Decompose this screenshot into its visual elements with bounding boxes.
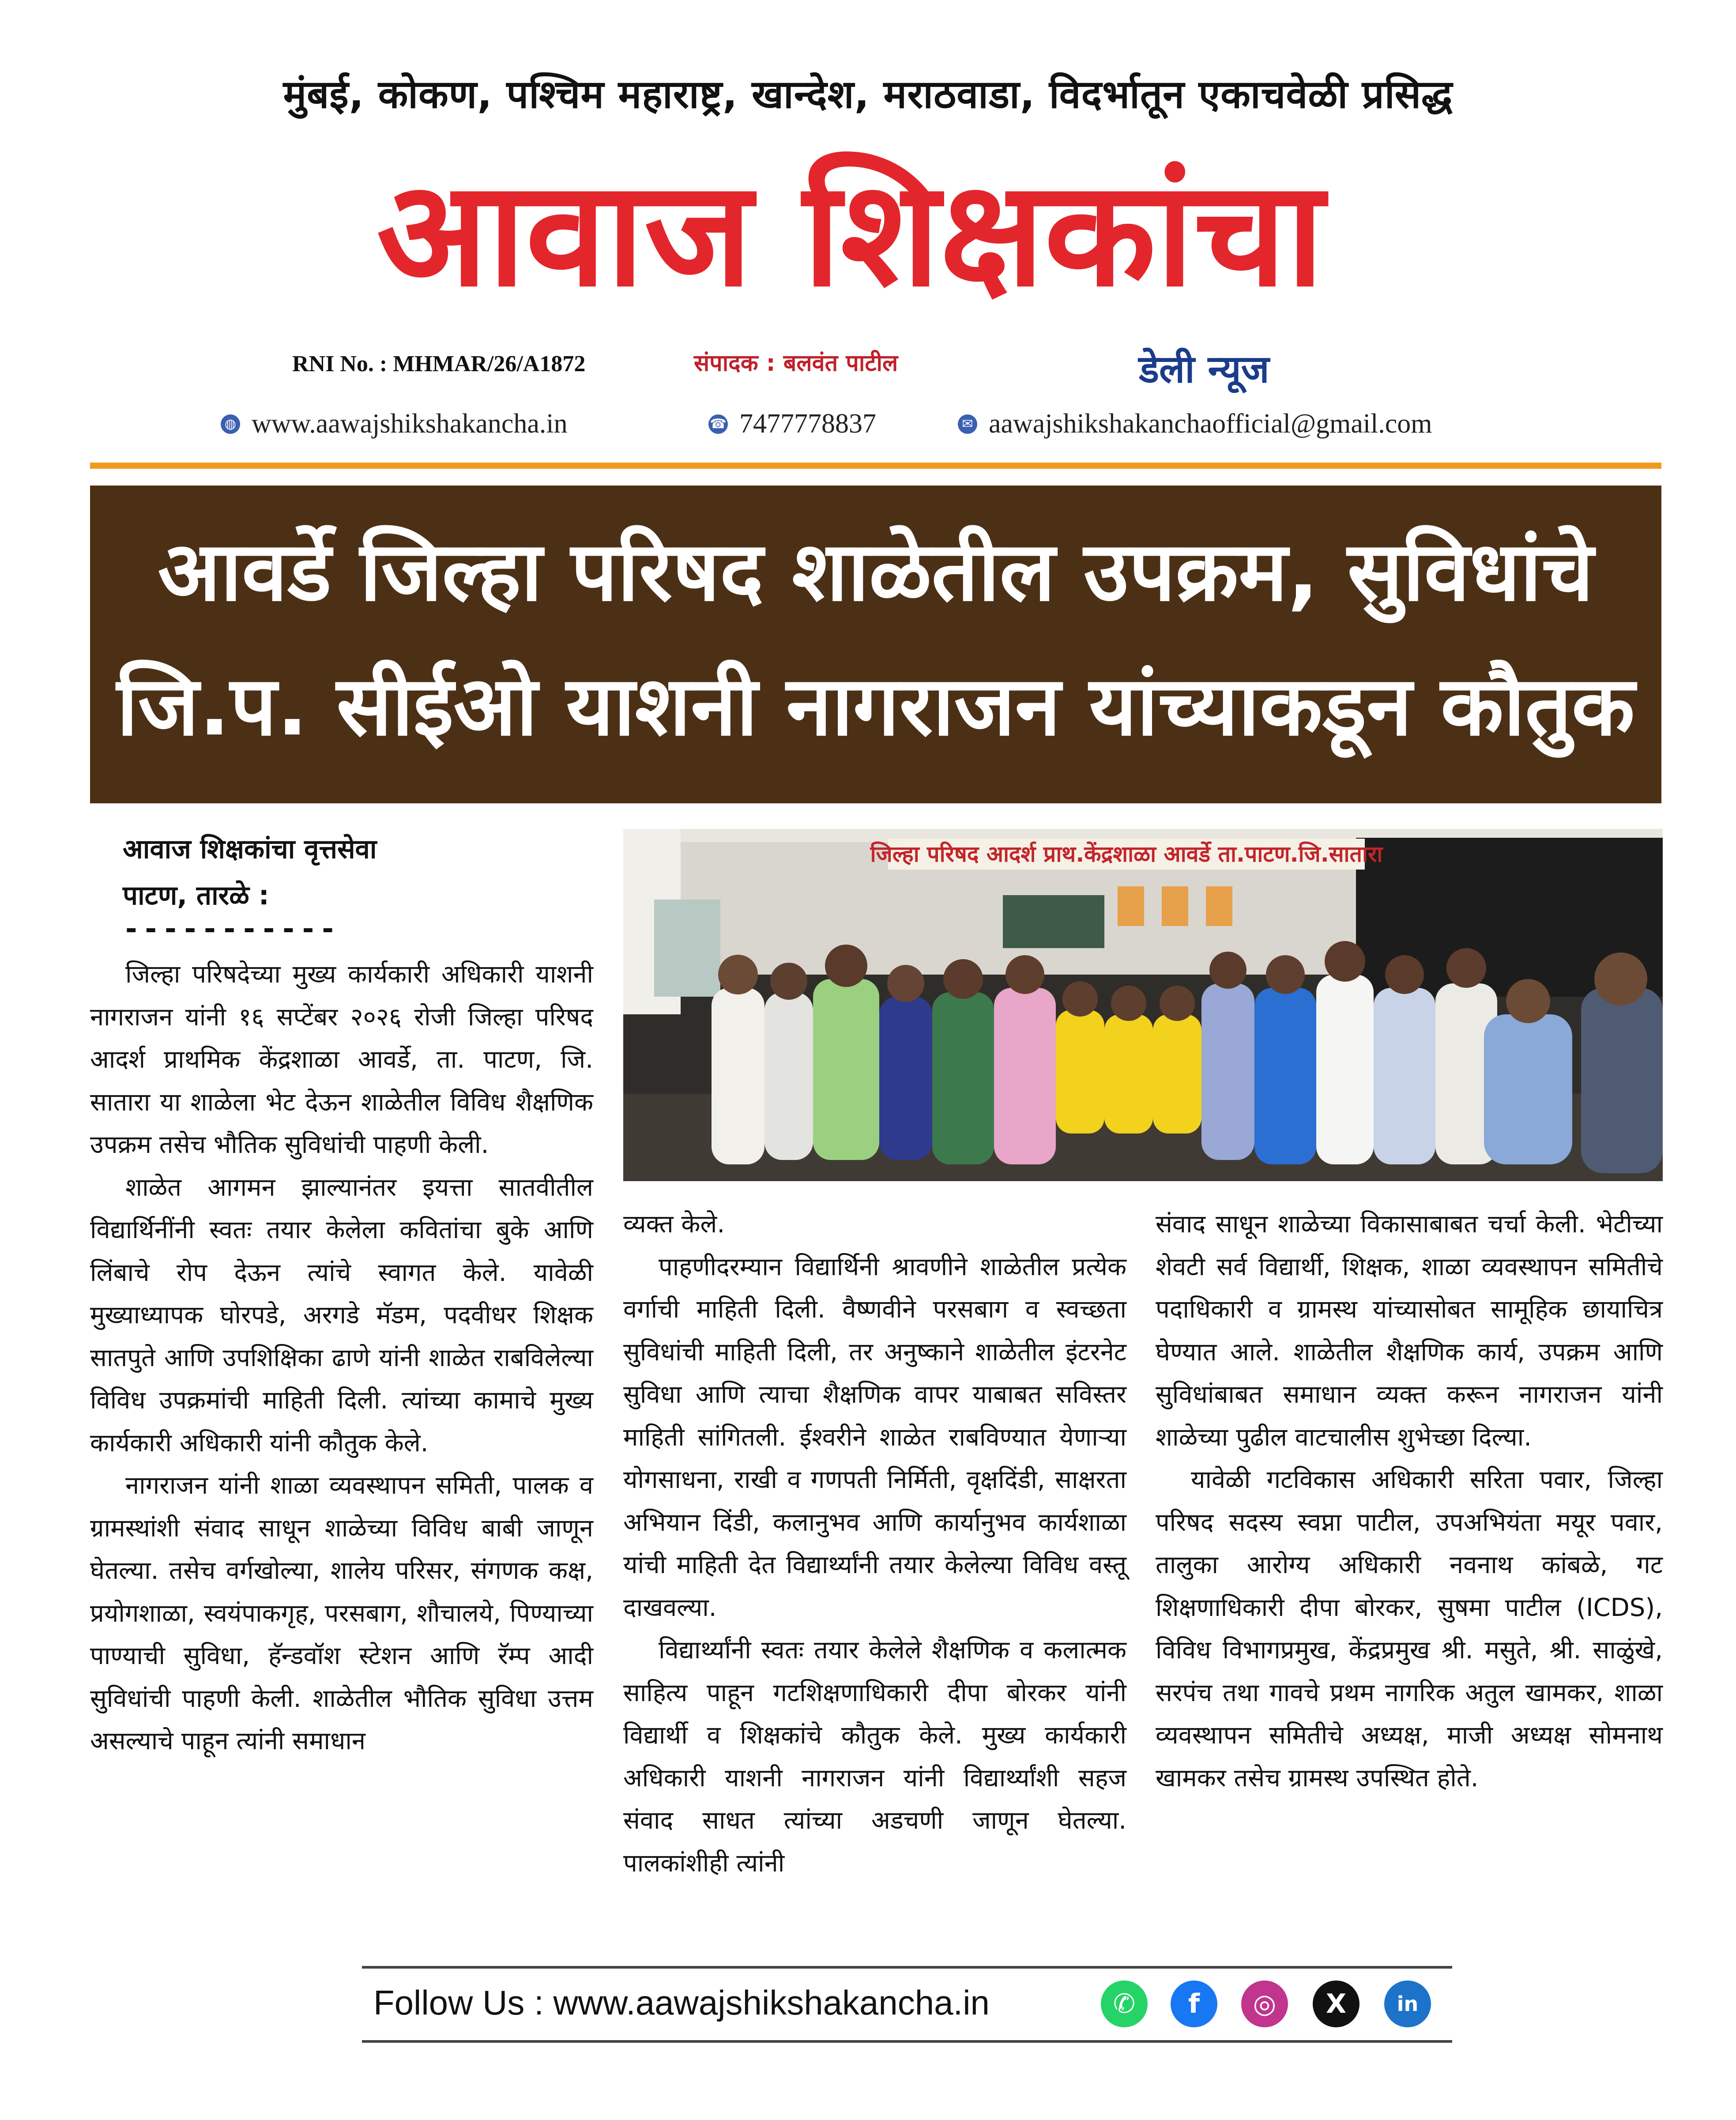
- instagram-icon[interactable]: ◎: [1241, 1981, 1288, 2027]
- article-paragraph: शाळेत आगमन झाल्यानंतर इयत्ता सातवीतील विद्यार्थिनींनी स्वतः तयार केलेला कवितांचा बुके आणि लिंबाचे रोप देऊन त्यांचे स्वागत केले. यावेळी मुख्याध्यापक घोरपडे, अरगडे मॅडम, पदवीधर शिक्षक सातपुते आणि उपशिक्षिका ढाणे यांनी शाळेत राबविलेल्या विविध उपक्रमांची माहिती दिली. त्यांच्या कामाचे मुख्य कार्यकारी अधिकारी यांनी कौतुक केले.: [90, 1173, 593, 1457]
- whatsapp-icon[interactable]: ✆: [1101, 1981, 1148, 2027]
- article-paragraph: व्यक्त केले.: [623, 1210, 725, 1239]
- phone-icon: ☎: [708, 414, 728, 434]
- headline-line-1: आवर्डे जिल्हा परिषद शाळेतील उपक्रम, सुविधांचे: [158, 523, 1594, 619]
- website-contact[interactable]: [221, 408, 568, 440]
- byline-separator: -----------: [123, 913, 339, 945]
- footer-divider-bottom: [362, 2040, 1452, 2043]
- editor-credit: संपादक : बलवंत पाटील: [694, 350, 898, 377]
- article-paragraph: नागराजन यांनी शाळा व्यवस्थापन समिती, पालक व ग्रामस्थांशी संवाद साधून शाळेच्या विविध बाबी जाणून घेतल्या. तसेच वर्गखोल्या, शालेय परिसर, संगणक कक्ष, प्रयोगशाळा, स्वयंपाकगृह, परसबाग, शौचालये, पिण्याच्या पाण्याची सुविधा, हॅन्डवॉश स्टेशन आणि रॅम्प आदी सुविधांची पाहणी केली. शाळेतील भौतिक सुविधा उत्तम असल्याचे पाहून त्यांनी समाधान: [90, 1471, 593, 1755]
- email-contact[interactable]: [958, 408, 1432, 440]
- footer-divider-top: [362, 1966, 1452, 1969]
- header-divider: [90, 463, 1661, 469]
- mail-icon: ✉: [958, 414, 977, 434]
- article-paragraph: पाहणीदरम्यान विद्यार्थिनी श्रावणीने शाळेतील प्रत्येक वर्गाची माहिती दिली. वैष्णवीने परसबाग व स्वच्छता सुविधांची माहिती दिली, तर अनुष्काने शाळेतील इंटरनेट सुविधा आणि त्याचा शैक्षणिक वापर याबाबत सविस्तर माहिती सांगितली. ईश्वरीने शाळेत राबविण्यात येणाऱ्या योगसाधना, राखी व गणपती निर्मिती, वृक्षदिंडी, साक्षरता अभियान दिंडी, कलानुभव आणि कार्यानुभव कार्यशाळा यांची माहिती देत विद्यार्थ्यांनी तयार केलेल्या विविध वस्तू दाखवल्या.: [623, 1252, 1126, 1622]
- masthead-title: आवाज शिक्षकांचा: [377, 149, 1324, 319]
- article-paragraph: संवाद साधून शाळेच्या विकासाबाबत चर्चा केली. भेटीच्या शेवटी सर्व विद्यार्थी, शिक्षक, शाळा व्यवस्थापन समितीचे पदाधिकारी व ग्रामस्थ यांच्यासोबत सामूहिक छायाचित्र घेण्यात आले. शाळेतील शैक्षणिक कार्य, उपक्रम आणि सुविधांबाबत समाधान व्यक्त करून नागराजन यांनी शाळेच्या पुढील वाटचालीस शुभेच्छा दिल्या.: [1156, 1210, 1663, 1452]
- byline-place: पाटण, तारळे :: [123, 880, 269, 911]
- globe-icon: ◍: [221, 414, 240, 434]
- follow-us-text[interactable]: Follow Us : www.aawajshikshakancha.in: [373, 1983, 990, 2022]
- article-paragraph: जिल्हा परिषदेच्या मुख्य कार्यकारी अधिकारी याशनी नागराजन यांनी १६ सप्टेंबर २०२६ रोजी जिल्हा परिषद आदर्श प्राथमिक केंद्रशाळा आवर्डे, ता. पाटण, जि. सातारा या शाळेला भेट देऊन शाळेतील विविध शैक्षणिक उपक्रम तसेच भौतिक सुविधांची पाहणी केली.: [90, 960, 593, 1159]
- coverage-line: मुंबई, कोकण, पश्चिम महाराष्ट्र, खान्देश, मराठवाडा, विदर्भातून एकाचवेळी प्रसिद्ध: [283, 72, 1453, 117]
- email-text: aawajshikshakanchaofficial@gmail.com: [989, 409, 1432, 439]
- article-column-2: [623, 1203, 1126, 1885]
- rni-number: RNI No. : MHMAR/26/A1872: [292, 351, 586, 377]
- headline-line-2: जि.प. सीईओ याशनी नागराजन यांच्याकडून कौतुक: [117, 658, 1635, 754]
- article-column-1: [90, 953, 593, 1763]
- group-photo: [623, 829, 1663, 1181]
- facebook-icon[interactable]: f: [1171, 1981, 1217, 2027]
- edition-label: डेली न्यूज: [1139, 347, 1269, 392]
- phone-text: 7477778837: [739, 409, 876, 439]
- x-icon[interactable]: X: [1313, 1981, 1359, 2027]
- article-column-3: [1156, 1203, 1663, 1800]
- photo-banner-text: जिल्हा परिषद आदर्श प्राथ.केंद्रशाळा आवर्डे ता.पाटण.जि.सातारा: [870, 841, 1383, 867]
- byline-source: आवाज शिक्षकांचा वृत्तसेवा: [123, 834, 377, 865]
- article-paragraph: यावेळी गटविकास अधिकारी सरिता पवार, जिल्हा परिषद सदस्य स्वप्ना पाटील, उपअभियंता मयूर पवार, तालुका आरोग्य अधिकारी नवनाथ कांबळे, गट शिक्षणाधिकारी दीपा बोरकर, सुषमा पाटील (ICDS), विविध विभागप्रमुख, केंद्रप्रमुख श्री. मसुते, श्री. साळुंखे, सरपंच तथा गावचे प्रथम नागरिक अतुल खामकर, शाळा व्यवस्थापन समितीचे अध्यक्ष, माजी अध्यक्ष सोमनाथ खामकर तसेच ग्रामस्थ उपस्थित होते.: [1156, 1465, 1663, 1792]
- website-text: www.aawajshikshakancha.in: [252, 409, 568, 439]
- article-paragraph: विद्यार्थ्यांनी स्वतः तयार केलेले शैक्षणिक व कलात्मक साहित्य पाहून गटशिक्षणाधिकारी दीपा बोरकर यांनी विद्यार्थी व शिक्षकांचे कौतुक केले. मुख्य कार्यकारी अधिकारी याशनी नागराजन यांनी विद्यार्थ्यांशी सहज संवाद साधत त्यांच्या अडचणी जाणून घेतल्या. पालकांशीही त्यांनी: [623, 1636, 1126, 1878]
- phone-contact[interactable]: [708, 408, 876, 440]
- linkedin-icon[interactable]: in: [1384, 1981, 1431, 2027]
